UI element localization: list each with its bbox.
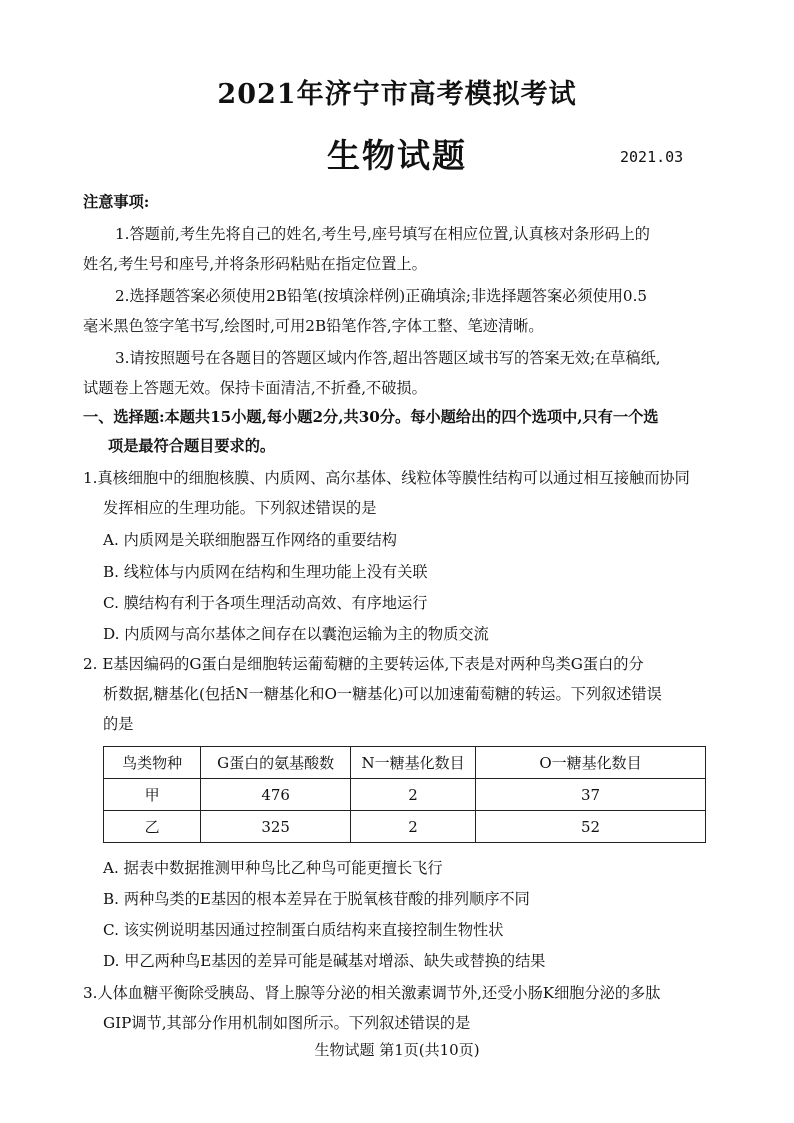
notice-item-1-line-2: 姓名,考生号和座号,并将条形码粘贴在指定位置上。	[83, 255, 427, 273]
question-2-stem-line-2: 析数据,糖基化(包括N一糖基化和O一糖基化)可以加速葡萄糖的转运。下列叙述错误	[103, 685, 662, 703]
section-heading-line-2: 项是最符合题目要求的。	[108, 437, 276, 455]
question-2-option-a: A. 据表中数据推测甲种鸟比乙种鸟可能更擅长飞行	[103, 859, 443, 877]
table-cell: 325	[201, 811, 351, 843]
notice-item-1-line-1: 1.答题前,考生先将自己的姓名,考生号,座号填写在相应位置,认真核对条形码上的	[115, 225, 650, 243]
exam-title: 2021年济宁市高考模拟考试	[217, 79, 577, 110]
question-2-stem-line-1: 2. E基因编码的G蛋白是细胞转运葡萄糖的主要转运体,下表是对两种鸟类G蛋白的分	[83, 655, 644, 673]
table-header-cell: O一糖基化数目	[476, 747, 706, 779]
question-1-option-c: C. 膜结构有利于各项生理活动高效、有序地运行	[103, 594, 428, 612]
table-cell: 2	[351, 779, 476, 811]
bird-g-protein-table	[103, 746, 706, 843]
table-cell: 476	[201, 779, 351, 811]
notice-item-2-line-1: 2.选择题答案必须使用2B铅笔(按填涂样例)正确填涂;非选择题答案必须使用0.5	[115, 287, 648, 305]
table-header-row	[104, 747, 706, 779]
table-row	[104, 811, 706, 843]
table-header-cell: N一糖基化数目	[351, 747, 476, 779]
section-heading-line-1: 一、选择题:本题共15小题,每小题2分,共30分。每小题给出的四个选项中,只有一个选	[83, 408, 659, 426]
table-cell: 2	[351, 811, 476, 843]
notice-item-3-line-1: 3.请按照题号在各题目的答题区域内作答,超出答题区域书写的答案无效;在草稿纸,	[115, 349, 661, 367]
question-2-stem-line-3: 的是	[103, 715, 134, 733]
table-cell: 52	[476, 811, 706, 843]
question-1-option-d: D. 内质网与高尔基体之间存在以囊泡运输为主的物质交流	[103, 625, 489, 643]
question-1-stem-line-1: 1.真核细胞中的细胞核膜、内质网、高尔基体、线粒体等膜性结构可以通过相互接触而协同	[83, 469, 690, 487]
question-1-stem-line-2: 发挥相应的生理功能。下列叙述错误的是	[103, 499, 377, 517]
page-footer: 生物试题 第1页(共10页)	[314, 1041, 480, 1059]
table-cell: 乙	[104, 811, 201, 843]
notice-item-2-line-2: 毫米黑色签字笔书写,绘图时,可用2B铅笔作答,字体工整、笔迹清晰。	[83, 317, 544, 335]
exam-date: 2021.03	[620, 148, 684, 166]
question-2-option-b: B. 两种鸟类的E基因的根本差异在于脱氧核苷酸的排列顺序不同	[103, 890, 530, 908]
table-cell: 甲	[104, 779, 201, 811]
question-3-stem-line-2: GIP调节,其部分作用机制如图所示。下列叙述错误的是	[103, 1014, 471, 1032]
table-cell: 37	[476, 779, 706, 811]
notice-heading: 注意事项:	[83, 193, 150, 211]
question-1-option-a: A. 内质网是关联细胞器互作网络的重要结构	[103, 531, 397, 549]
subject-title: 生物试题	[327, 136, 467, 175]
notice-item-3-line-2: 试题卷上答题无效。保持卡面清洁,不折叠,不破损。	[83, 379, 427, 397]
table-header-cell: 鸟类物种	[104, 747, 201, 779]
table-header-cell: G蛋白的氨基酸数	[201, 747, 351, 779]
question-2-option-d: D. 甲乙两种鸟E基因的差异可能是碱基对增添、缺失或替换的结果	[103, 952, 546, 970]
table-row	[104, 779, 706, 811]
question-3-stem-line-1: 3.人体血糖平衡除受胰岛、肾上腺等分泌的相关激素调节外,还受小肠K细胞分泌的多肽	[83, 984, 661, 1002]
question-2-option-c: C. 该实例说明基因通过控制蛋白质结构来直接控制生物性状	[103, 921, 504, 939]
question-1-option-b: B. 线粒体与内质网在结构和生理功能上没有关联	[103, 563, 428, 581]
